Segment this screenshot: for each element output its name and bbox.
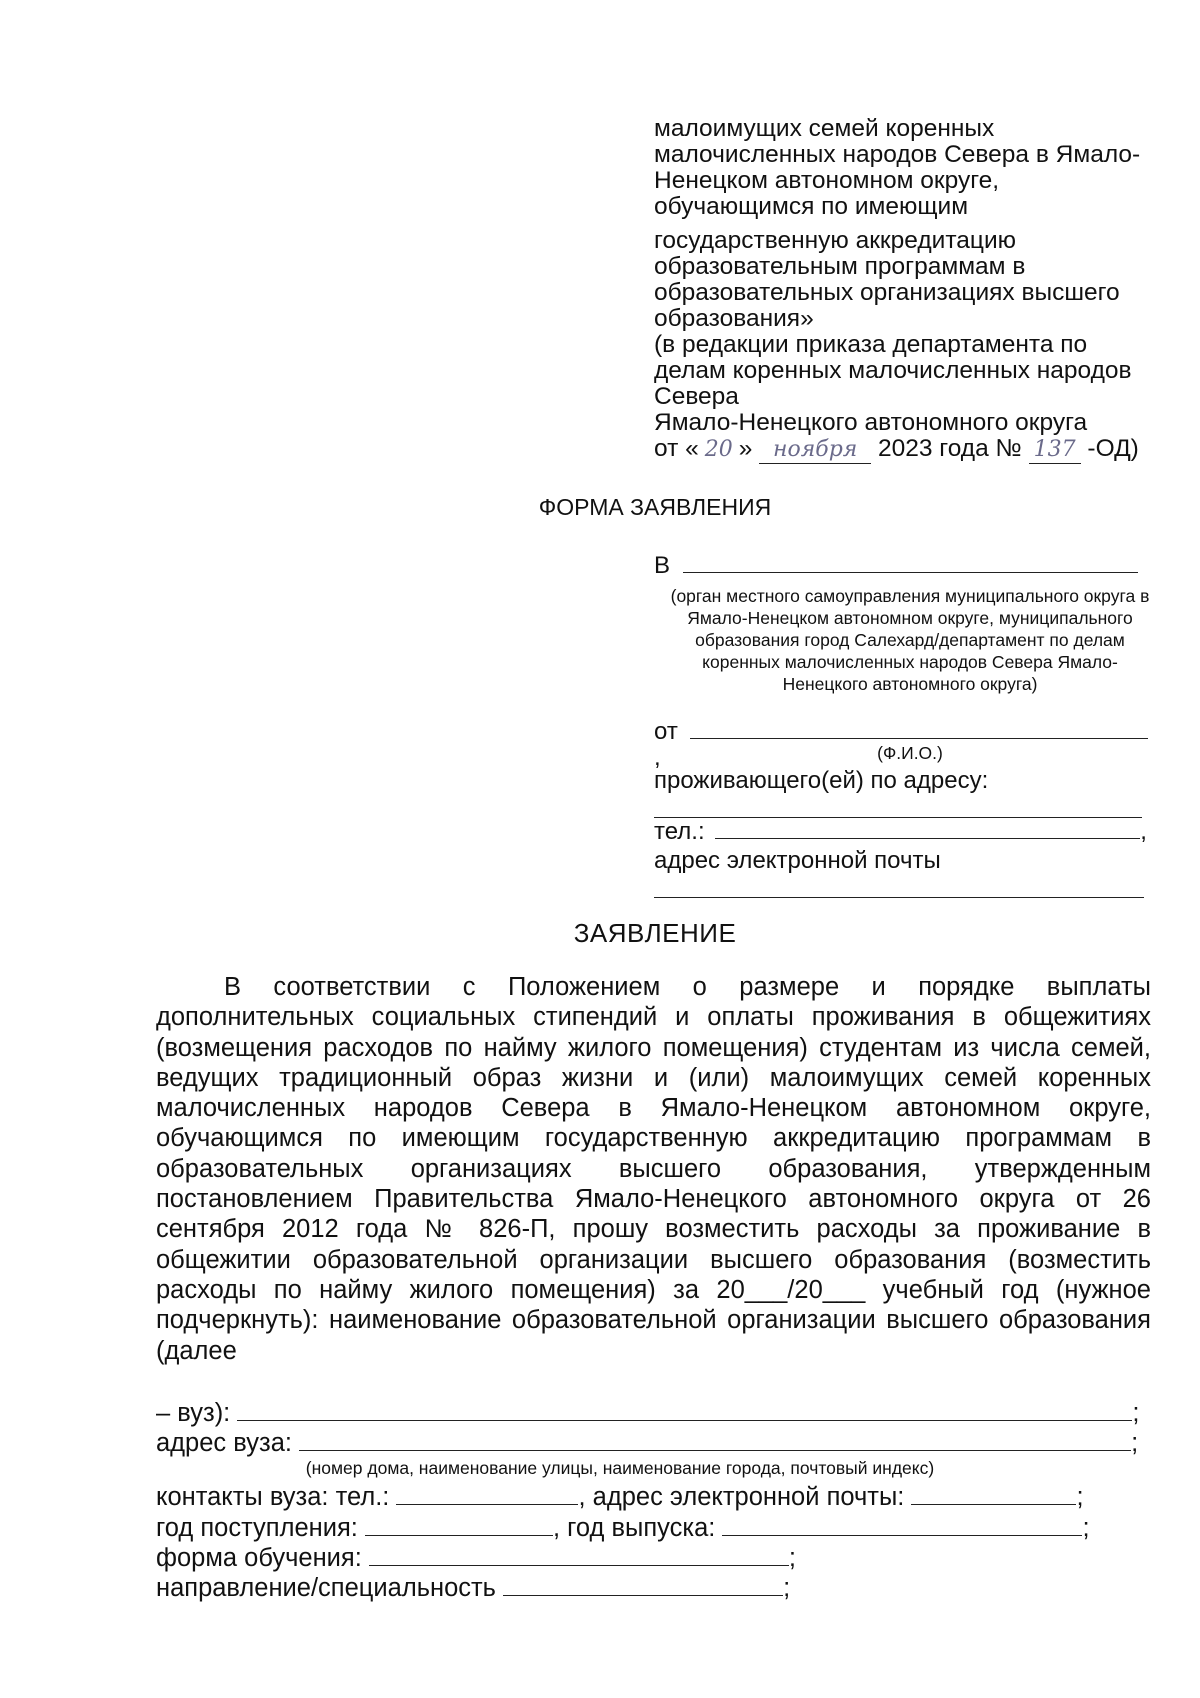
university-address-blank[interactable] (299, 1430, 1131, 1451)
study-form-row (156, 1543, 1156, 1573)
header-line: государственную аккредитацию (654, 227, 1017, 254)
header-line: (в редакции приказа департамента по (654, 331, 1088, 358)
to-blank-line[interactable] (683, 550, 1138, 573)
address-blank-line[interactable] (654, 807, 1142, 818)
university-phone-blank[interactable] (396, 1484, 578, 1505)
specialty-row (156, 1573, 1156, 1603)
date-year: 2023 года № (871, 435, 1029, 462)
phone-blank-line[interactable] (715, 818, 1140, 839)
statement-paragraph: В соответствии с Положением о размере и порядке выплаты дополнительных социальных стипендий и оплаты проживания в общежитиях (возмещения расходов по найму жилого помещения) студентам из числа семей, ведущих традиционный образ жизни и (или) малоимущих семей коренных малочисленных народов Севера в Ямало-Ненецком автономном округе, обучающимся по имеющим государственную аккредитацию программам в образовательных организациях высшего образования, утвержденным постановлением Правительства Ямало-Ненецкого автономного округа от 26 сентября 2012 года № 826-П, прошу возместить расходы за проживание в общежитии образовательной организации высшего образования (возместить расходы по найму жилого помещения) за 20___/20___ учебный год (нужное подчеркнуть): наименование образовательной организации высшего образования (далее (156, 973, 1151, 1365)
order-reference-header (654, 116, 1154, 464)
header-line: Севера (654, 383, 739, 410)
header-line: малочисленных народов Севера в Ямало- (654, 141, 1141, 168)
university-address-row (156, 1428, 1156, 1458)
study-form-label: форма обучения: (156, 1544, 362, 1572)
date-prefix: от « (654, 435, 699, 462)
from-label: от (654, 718, 678, 745)
contacts-email-label: , адрес электронной почты: (578, 1483, 905, 1511)
header-line: обучающимся по имеющим (654, 193, 969, 220)
university-email-blank[interactable] (911, 1484, 1076, 1505)
header-line: делам коренных малочисленных народов (654, 357, 1132, 384)
university-name-row (156, 1398, 1156, 1428)
header-line: образования» (654, 305, 814, 332)
addressee-to-row (654, 550, 1154, 579)
handwritten-month: ноября (759, 437, 871, 464)
order-suffix: -ОД) (1080, 435, 1139, 462)
header-line: Ямало-Ненецкого автономного округа (654, 409, 1088, 436)
graduation-label: , год выпуска: (552, 1514, 716, 1542)
admission-year-blank[interactable] (365, 1515, 553, 1536)
handwritten-day: 20 (704, 437, 733, 462)
years-row (156, 1513, 1156, 1543)
graduation-year-blank[interactable] (722, 1515, 1082, 1536)
admission-label: год поступления: (156, 1514, 358, 1542)
order-date-line (654, 436, 1154, 464)
university-name-blank[interactable] (237, 1400, 1132, 1421)
header-line: малоимущих семей коренных (654, 115, 995, 142)
email-blank-line[interactable] (654, 881, 1144, 898)
university-contacts-row (156, 1482, 1156, 1512)
header-line: образовательных организациях высшего (654, 279, 1120, 306)
statement-title: ЗАЯВЛЕНИЕ (573, 918, 737, 948)
fio-blank-line[interactable] (690, 718, 1148, 739)
form-title: ФОРМА ЗАЯВЛЕНИЯ (538, 494, 772, 520)
header-line: образовательным программам в (654, 253, 1026, 280)
header-line: Ненецком автономном округе, (654, 167, 1000, 194)
from-comma: , (654, 744, 661, 771)
to-hint: (орган местного самоуправления муниципального округа в Ямало-Ненецком автономном округе, муниципального образования город Салехард/департамент по делам коренных малочисленных народов Севера Ямало-Ненецкого автономного округа) (670, 586, 1150, 694)
semicolon: ; (1082, 1514, 1090, 1542)
univ-prefix: – вуз): (156, 1399, 231, 1427)
univ-address-label: адрес вуза: (156, 1429, 292, 1457)
semicolon: ; (788, 1544, 796, 1572)
phone-comma: , (1140, 818, 1147, 845)
semicolon: ; (1132, 1399, 1140, 1427)
semicolon: ; (783, 1574, 791, 1602)
semicolon: ; (1131, 1429, 1139, 1457)
university-address-hint: (номер дома, наименование улицы, наименование города, почтовый индекс) (305, 1458, 935, 1478)
specialty-label: направление/специальность (156, 1574, 496, 1602)
date-mid: » (738, 435, 760, 462)
handwritten-order-number: 137 (1029, 437, 1081, 464)
statement-body (156, 972, 1151, 1366)
phone-label: тел.: (654, 818, 705, 845)
study-form-blank[interactable] (369, 1545, 789, 1566)
semicolon: ; (1076, 1483, 1084, 1511)
contacts-label: контакты вуза: тел.: (156, 1483, 390, 1511)
email-label: адрес электронной почты (654, 847, 941, 874)
email-blank-row (654, 878, 1154, 904)
phone-row (654, 818, 1154, 845)
to-label: В (654, 552, 671, 579)
specialty-blank[interactable] (503, 1575, 783, 1596)
residing-label: проживающего(ей) по адресу: (654, 767, 989, 794)
fio-hint: (Ф.И.О.) (877, 743, 943, 763)
